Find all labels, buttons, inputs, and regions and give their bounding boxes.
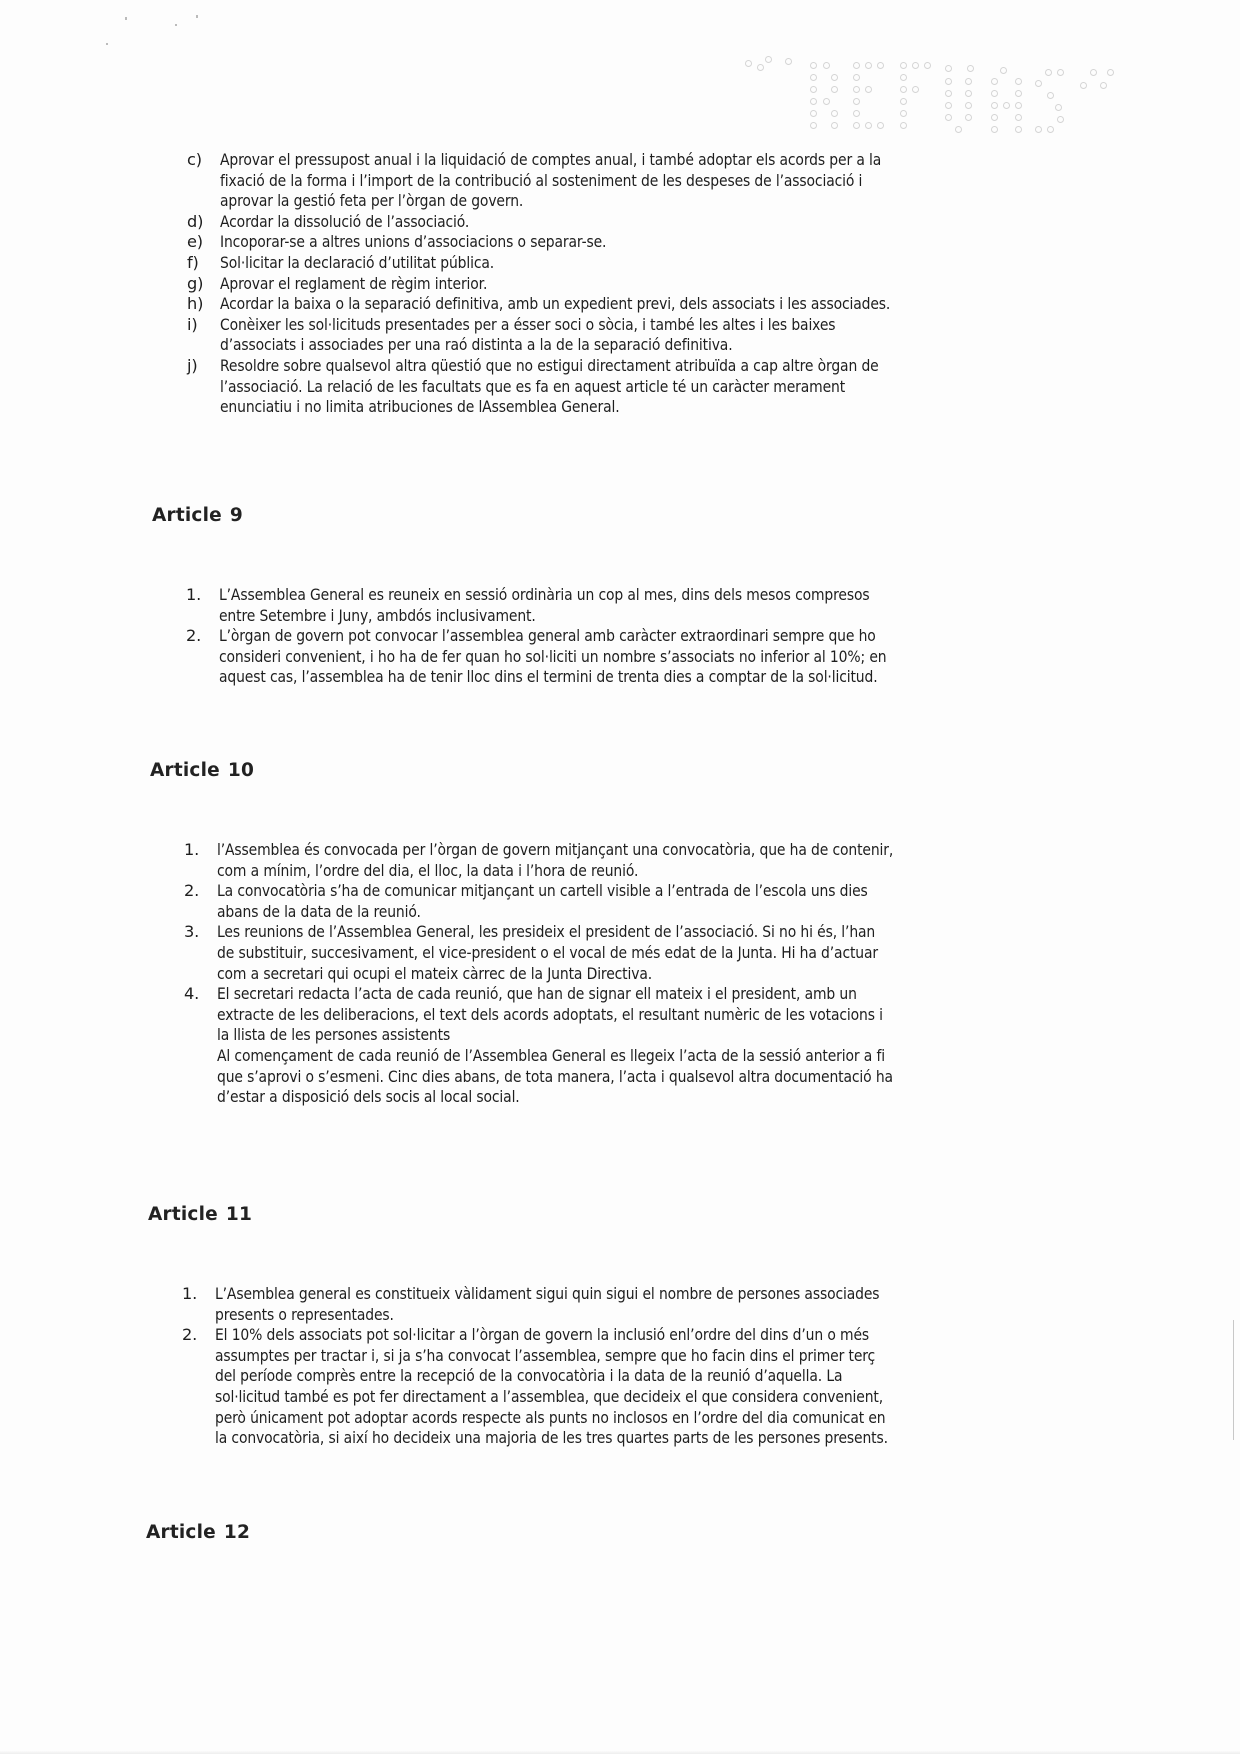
list-item-text bbox=[215, 1325, 1062, 1449]
text-line-content: L’òrgan de govern pot convocar l’assemblea general amb caràcter extraordinari sempre que ho bbox=[219, 626, 876, 646]
stamp-dot bbox=[810, 122, 817, 129]
stamp-dot bbox=[900, 86, 907, 93]
stamp-dot bbox=[865, 86, 872, 93]
list-item-text bbox=[220, 356, 1067, 418]
stamp-dot bbox=[1015, 114, 1022, 121]
text-line-content: del període comprès entre la recepció de la convocatòria i la data de la reunió d’aquella. La bbox=[215, 1366, 843, 1386]
text-line-content: com a mínim, l’ordre del dia, el lloc, la data i l’hora de reunió. bbox=[217, 860, 639, 880]
stamp-dot bbox=[967, 65, 974, 72]
list-marker: 2. bbox=[182, 1325, 198, 1345]
text-line-content: d’associats i associades per una raó distinta a la de la separació definitiva. bbox=[220, 335, 733, 355]
stamp-dot bbox=[1047, 126, 1054, 133]
stamp-dot bbox=[991, 78, 998, 85]
list-marker: d) bbox=[187, 211, 204, 231]
text-line bbox=[217, 1005, 1064, 1026]
stamp-dot bbox=[865, 62, 872, 69]
stamp-dot bbox=[900, 110, 907, 117]
text-line-content: La convocatòria s’ha de comunicar mitjançant un cartell visible a l’entrada de l’escola uns dies bbox=[217, 881, 868, 901]
list-marker: 1. bbox=[184, 840, 200, 859]
text-line-content: però únicament pot adoptar acords respecte als punts no inclosos en l’ordre del dia comunicat en bbox=[215, 1407, 886, 1427]
text-line bbox=[220, 150, 1067, 171]
list-item bbox=[184, 922, 1064, 984]
list-item-text bbox=[217, 881, 1064, 922]
scan-speck bbox=[175, 24, 177, 26]
list-item-text bbox=[220, 150, 1067, 212]
list-item-text bbox=[220, 212, 1067, 233]
stamp-dot bbox=[945, 102, 952, 109]
article-number: 11 bbox=[225, 1204, 253, 1225]
text-line bbox=[219, 626, 1066, 647]
list-marker: f) bbox=[187, 252, 199, 272]
text-line bbox=[215, 1346, 1062, 1367]
stamp-dot bbox=[912, 62, 919, 69]
stamp-dot bbox=[965, 78, 972, 85]
stamp-dot bbox=[991, 90, 998, 97]
list-item bbox=[182, 1325, 1062, 1449]
text-line bbox=[220, 294, 1067, 315]
text-line-content: El 10% dels associats pot sol·licitar a l’òrgan de govern la inclusió enl’ordre del dins d’un o més bbox=[215, 1325, 870, 1345]
list-item-text bbox=[217, 922, 1064, 984]
list-marker: h) bbox=[187, 294, 204, 314]
text-line bbox=[215, 1284, 1062, 1305]
stamp-dot bbox=[765, 56, 772, 63]
text-line-content: presents o representades. bbox=[215, 1304, 394, 1324]
text-line bbox=[220, 171, 1067, 192]
text-line-content: l’Assemblea és convocada per l’òrgan de govern mitjançant una convocatòria, que ha de contenir, bbox=[217, 840, 894, 859]
text-line bbox=[215, 1305, 1062, 1326]
text-line-content: aprovar la gestió feta per l’òrgan de govern. bbox=[220, 191, 524, 211]
stamp-dot bbox=[810, 74, 817, 81]
text-line-content: entre Setembre i Juny, ambdós inclusivament. bbox=[219, 605, 536, 625]
stamp-dot bbox=[900, 62, 907, 69]
list-marker: j) bbox=[187, 355, 198, 375]
article-heading bbox=[152, 505, 243, 526]
stamp-dot bbox=[900, 122, 907, 129]
list-item bbox=[187, 315, 1067, 356]
list-item bbox=[187, 356, 1067, 418]
text-line-content: Aprovar el reglament de règim interior. bbox=[220, 273, 488, 293]
article-10-list bbox=[184, 840, 1064, 1108]
stamp-dot bbox=[831, 74, 838, 81]
text-line bbox=[220, 232, 1067, 253]
text-line-content: Al començament de cada reunió de l’Assemblea General es llegeix l’acta de la sessió anterior a fi bbox=[217, 1045, 885, 1065]
text-line bbox=[215, 1408, 1062, 1429]
text-line-content: abans de la data de la reunió. bbox=[217, 901, 421, 921]
stamp-dot bbox=[823, 62, 830, 69]
text-line-content: Acordar la baixa o la separació definitiva, amb un expedient previ, dels associats i les associades. bbox=[220, 294, 891, 314]
text-line-content: Aprovar el pressupost anual i la liquidació de comptes anual, i també adoptar els acords per a la bbox=[220, 150, 882, 169]
article-heading bbox=[146, 1522, 250, 1543]
list-item bbox=[186, 626, 1066, 688]
text-line bbox=[220, 253, 1067, 274]
stamp-dot bbox=[1080, 82, 1087, 89]
list-item bbox=[184, 840, 1064, 881]
text-line bbox=[219, 585, 1066, 606]
text-line bbox=[217, 964, 1064, 985]
stamp-dot bbox=[831, 86, 838, 93]
stamp-dot bbox=[955, 126, 962, 133]
stamp-dot bbox=[945, 65, 952, 72]
article-label: Article bbox=[146, 1522, 216, 1543]
scan-speck bbox=[106, 43, 108, 45]
list-marker: i) bbox=[187, 314, 198, 334]
stamp-dot bbox=[1107, 69, 1114, 76]
text-line bbox=[215, 1325, 1062, 1346]
list-item-text bbox=[219, 585, 1066, 626]
stamp-dot bbox=[1015, 90, 1022, 97]
list-item-text bbox=[220, 315, 1067, 356]
stamp-dot bbox=[785, 58, 792, 65]
stamp-dot bbox=[900, 74, 907, 81]
stamp-dot bbox=[757, 64, 764, 71]
scan-speck bbox=[196, 15, 198, 18]
list-marker: 2. bbox=[184, 881, 200, 901]
list-item-text bbox=[215, 1284, 1062, 1325]
text-line-content: aquest cas, l’assemblea ha de tenir lloc dins el termini de trenta dies a comptar de la sol·licitud. bbox=[219, 667, 878, 687]
list-item-text bbox=[217, 840, 1064, 881]
list-item bbox=[187, 253, 1067, 274]
stamp-dot bbox=[965, 102, 972, 109]
stamp-dot bbox=[912, 86, 919, 93]
text-line bbox=[215, 1366, 1062, 1387]
list-item-text bbox=[220, 274, 1067, 295]
text-line bbox=[215, 1387, 1062, 1408]
text-line-content: com a secretari qui ocupi el mateix càrrec de la Junta Directiva. bbox=[217, 963, 653, 983]
text-line-content: extracte de les deliberacions, el text dels acords adoptats, el resultant numèric de les votacions i bbox=[217, 1004, 883, 1024]
stamp-dot bbox=[945, 114, 952, 121]
list-marker: 1. bbox=[186, 585, 202, 604]
stamp-dot bbox=[945, 78, 952, 85]
stamp-dot bbox=[831, 110, 838, 117]
stamp-dot bbox=[1015, 126, 1022, 133]
list-item-text bbox=[217, 984, 1064, 1108]
scan-edge-line bbox=[1233, 1320, 1234, 1440]
stamp-dot bbox=[1015, 78, 1022, 85]
text-line bbox=[220, 356, 1067, 377]
list-item-text bbox=[219, 626, 1066, 688]
text-line-content: Les reunions de l’Assemblea General, les presideix el president de l’associació. Si no hi és, l’han bbox=[217, 922, 876, 942]
list-item bbox=[186, 585, 1066, 626]
stamp-dot bbox=[965, 114, 972, 121]
perforated-stamp-icon bbox=[735, 52, 1115, 132]
stamp-dot bbox=[823, 98, 830, 105]
stamp-dot bbox=[1100, 82, 1107, 89]
list-item bbox=[187, 294, 1067, 315]
text-line-content: Acordar la dissolució de l’associació. bbox=[220, 211, 470, 231]
text-line bbox=[220, 274, 1067, 295]
text-line-content: sol·licitud també es pot fer directament a l’assemblea, que decideix el que considera convenient, bbox=[215, 1386, 884, 1406]
text-line bbox=[220, 397, 1067, 418]
article-number: 9 bbox=[229, 505, 243, 526]
list-item bbox=[187, 274, 1067, 295]
text-line bbox=[217, 984, 1064, 1005]
text-line-content: la convocatòria, si així ho decideix una majoria de les tres quartes parts de les persones presents. bbox=[215, 1428, 888, 1448]
list-item bbox=[184, 881, 1064, 922]
stamp-dot bbox=[810, 86, 817, 93]
list-marker: c) bbox=[187, 150, 202, 169]
stamp-dot bbox=[877, 62, 884, 69]
text-line bbox=[219, 647, 1066, 668]
text-line bbox=[217, 902, 1064, 923]
list-item-text bbox=[220, 294, 1067, 315]
stamp-dot bbox=[1045, 69, 1052, 76]
text-line-content: Sol·licitar la declaració d’utilitat pública. bbox=[220, 252, 495, 272]
text-line bbox=[217, 1087, 1064, 1108]
list-item-text bbox=[220, 232, 1067, 253]
stamp-dot bbox=[853, 62, 860, 69]
stamp-dot bbox=[1090, 69, 1097, 76]
stamp-dot bbox=[810, 62, 817, 69]
stamp-dot bbox=[853, 122, 860, 129]
stamp-dot bbox=[945, 90, 952, 97]
stamp-dot bbox=[1055, 104, 1062, 111]
stamp-dot bbox=[1015, 102, 1022, 109]
text-line-content: d’estar a disposició dels socis al local social. bbox=[217, 1087, 520, 1107]
text-line-content: consideri convenient, i ho ha de fer quan ho sol·liciti un nombre s’associats no inferior al 10%; en bbox=[219, 646, 887, 666]
article-heading bbox=[148, 1204, 252, 1225]
text-line bbox=[220, 212, 1067, 233]
stamp-dot bbox=[865, 122, 872, 129]
list-marker: 4. bbox=[184, 984, 200, 1004]
article-11-list bbox=[182, 1284, 1062, 1449]
article-label: Article bbox=[148, 1204, 218, 1225]
article-number: 10 bbox=[227, 760, 255, 781]
list-item bbox=[187, 232, 1067, 253]
stamp-dot bbox=[853, 74, 860, 81]
stamp-dot bbox=[1057, 116, 1064, 123]
text-line bbox=[217, 922, 1064, 943]
text-line-content: Incoporar-se a altres unions d’associacions o separar-se. bbox=[220, 232, 607, 252]
text-line-content: que s’aprovi o s’esmeni. Cinc dies abans, de tota manera, l’acta i qualsevol altra documentació ha bbox=[217, 1066, 893, 1086]
text-line-content: El secretari redacta l’acta de cada reunió, que han de signar ell mateix i el president, amb un bbox=[217, 984, 857, 1004]
stamp-dot bbox=[991, 126, 998, 133]
text-line-content: l’associació. La relació de les facultats que es fa en aquest article té un caràcter merament bbox=[220, 376, 846, 396]
text-line-content: Resoldre sobre qualsevol altra qüestió que no estigui directament atribuïda a cap altre òrgan de bbox=[220, 355, 879, 375]
text-line bbox=[217, 943, 1064, 964]
text-line bbox=[217, 840, 1064, 861]
article-heading bbox=[150, 760, 254, 781]
text-line-content: L’Assemblea General es reuneix en sessió ordinària un cop al mes, dins dels mesos compresos bbox=[219, 585, 870, 604]
list-item bbox=[187, 150, 1067, 212]
list-marker: g) bbox=[187, 273, 204, 293]
stamp-dot bbox=[1035, 126, 1042, 133]
list-marker: 2. bbox=[186, 626, 202, 646]
text-line bbox=[217, 1046, 1064, 1067]
stamp-dot bbox=[877, 122, 884, 129]
text-line-content: la llista de les persones assistents bbox=[217, 1025, 451, 1045]
article-label: Article bbox=[150, 760, 220, 781]
text-line-content: L’Asemblea general es constitueix vàlidament sigui quin sigui el nombre de persones associades bbox=[215, 1284, 880, 1303]
text-line bbox=[219, 667, 1066, 688]
text-line bbox=[217, 1025, 1064, 1046]
stamp-dot bbox=[1047, 92, 1054, 99]
text-line bbox=[220, 377, 1067, 398]
stamp-dot bbox=[1000, 67, 1007, 74]
list-item bbox=[184, 984, 1064, 1108]
text-line bbox=[220, 315, 1067, 336]
stamp-dot bbox=[810, 110, 817, 117]
list-item-text bbox=[220, 253, 1067, 274]
stamp-dot bbox=[965, 90, 972, 97]
article-label: Article bbox=[152, 505, 222, 526]
stamp-dot bbox=[991, 114, 998, 121]
text-line bbox=[220, 191, 1067, 212]
text-line bbox=[217, 861, 1064, 882]
text-line bbox=[217, 881, 1064, 902]
text-line bbox=[215, 1428, 1062, 1449]
stamp-dot bbox=[745, 60, 752, 67]
list-item bbox=[182, 1284, 1062, 1325]
text-line-content: Conèixer les sol·licituds presentades per a ésser soci o sòcia, i també les altes i les baixes bbox=[220, 314, 836, 334]
scan-bottom-edge bbox=[0, 1750, 1240, 1754]
article-number: 12 bbox=[223, 1522, 251, 1543]
text-line-content: de substituir, succesivament, el vice-president o el vocal de més edat de la Junta. Hi ha d’actuar bbox=[217, 942, 879, 962]
stamp-dot bbox=[810, 98, 817, 105]
list-marker: e) bbox=[187, 232, 203, 252]
stamp-dot bbox=[831, 122, 838, 129]
text-line bbox=[220, 335, 1067, 356]
list-marker: 1. bbox=[182, 1284, 198, 1303]
list-item bbox=[187, 212, 1067, 233]
scan-speck bbox=[125, 17, 127, 20]
stamp-dot bbox=[991, 102, 998, 109]
stamp-dot bbox=[853, 86, 860, 93]
stamp-dot bbox=[1035, 80, 1042, 87]
text-line bbox=[217, 1067, 1064, 1088]
text-line-content: assumptes per tractar i, si ja s’ha convocat l’assemblea, sempre que ho facin dins el primer terç bbox=[215, 1345, 876, 1365]
text-line-content: fixació de la forma i l’import de la contribució al sosteniment de les despeses de l’associació i bbox=[220, 170, 863, 190]
stamp-dot bbox=[1057, 69, 1064, 76]
list-marker: 3. bbox=[184, 922, 200, 942]
text-line bbox=[219, 606, 1066, 627]
stamp-dot bbox=[853, 98, 860, 105]
stamp-dot bbox=[1003, 102, 1010, 109]
stamp-dot bbox=[924, 62, 931, 69]
article-8-list bbox=[187, 150, 1067, 418]
stamp-dot bbox=[853, 110, 860, 117]
text-line-content: enunciatiu i no limita atribuciones de lAssemblea General. bbox=[220, 397, 620, 417]
stamp-dot bbox=[900, 98, 907, 105]
article-9-list bbox=[186, 585, 1066, 688]
